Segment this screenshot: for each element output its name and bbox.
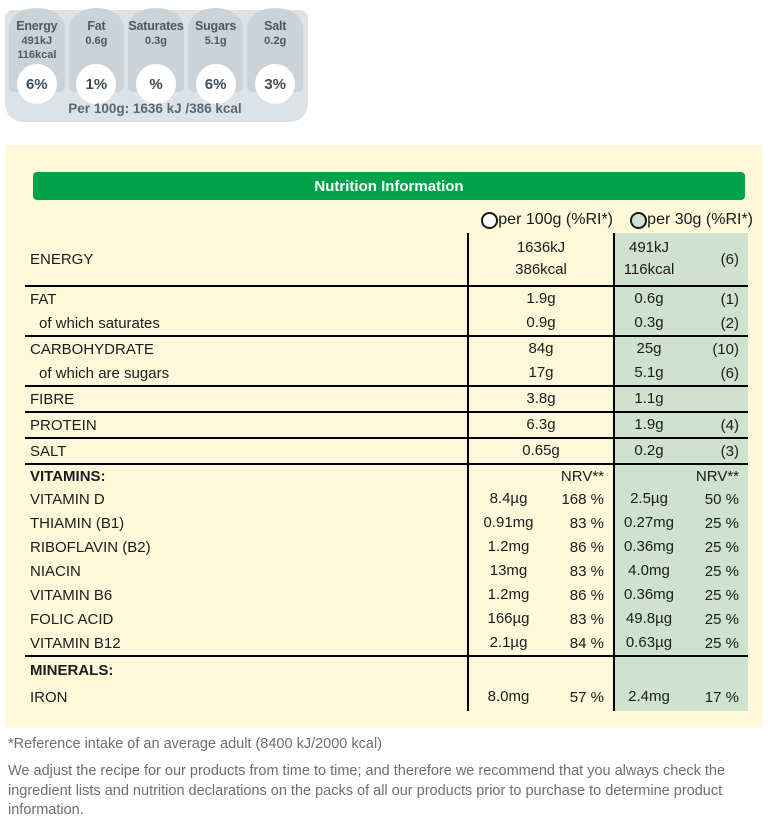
cell-value: 3.8g xyxy=(526,390,556,408)
gda-badge-fat xyxy=(69,8,125,92)
nutrition-panel xyxy=(5,145,763,728)
cell-percent: 25 % xyxy=(704,610,739,628)
row-label: of which saturates xyxy=(39,314,160,332)
per-100g-cell xyxy=(467,511,613,535)
nutrition-title-bar xyxy=(33,172,745,200)
table-row xyxy=(25,233,748,285)
cell-value: 8.4µg xyxy=(489,490,528,508)
per-100g-cell xyxy=(467,683,613,711)
gda-badge-sugars xyxy=(188,8,244,92)
cell-percent: (1) xyxy=(720,290,739,308)
cell-value: 2.1µg xyxy=(489,634,528,652)
cell-value: 8.0mg xyxy=(487,688,530,706)
table-row xyxy=(25,437,748,463)
table-row xyxy=(25,385,748,411)
gda-per-100g-line: Per 100g: 1636 kJ /386 kcal xyxy=(68,101,242,116)
cell-percent: (6) xyxy=(720,250,739,268)
table-row xyxy=(25,463,748,487)
gda-summary-panel xyxy=(0,0,310,122)
per-30g-cell xyxy=(613,657,748,683)
cell-percent: (6) xyxy=(720,364,739,382)
badge-percent-circle: 6% xyxy=(196,64,236,104)
cell-percent: 17 % xyxy=(704,688,739,706)
per-30g-header-label: per 30g (%RI*) xyxy=(647,211,753,228)
per-30g-cell xyxy=(613,535,748,559)
cell-value: 17g xyxy=(528,364,554,382)
table-row xyxy=(25,559,748,583)
cell-value: 49.8µg xyxy=(625,610,673,628)
per-30g-radio-icon[interactable] xyxy=(630,212,647,229)
cell-percent: 25 % xyxy=(704,586,739,604)
cell-value: 166µg xyxy=(487,610,530,628)
cell-value: 1.2mg xyxy=(487,586,530,604)
per-30g-cell xyxy=(613,233,748,285)
cell-value: 0.3g xyxy=(634,314,664,332)
per-100g-cell xyxy=(467,607,613,631)
row-label: PROTEIN xyxy=(30,416,97,434)
nutrition-table xyxy=(25,233,748,711)
per-30g-cell xyxy=(613,511,748,535)
per-100g-cell xyxy=(467,487,613,511)
per-30g-cell xyxy=(613,607,748,631)
row-label: NIACIN xyxy=(30,562,81,580)
row-label: RIBOFLAVIN (B2) xyxy=(30,538,151,556)
row-label: VITAMIN D xyxy=(30,490,105,508)
cell-value: 0.63µg xyxy=(625,634,673,652)
row-label: VITAMIN B6 xyxy=(30,586,113,604)
gda-badges xyxy=(9,8,303,92)
table-row xyxy=(25,335,748,361)
cell-value: 1.2mg xyxy=(487,538,530,556)
per-100g-radio-icon[interactable] xyxy=(481,212,498,229)
cell-value: 0.91mg xyxy=(483,514,534,532)
cell-percent: 84 % xyxy=(569,634,604,652)
per-100g-cell xyxy=(467,387,613,411)
cell-value: 1.9g xyxy=(634,416,664,434)
cell-value: 0.36mg xyxy=(623,538,675,556)
reference-intake-footnote: *Reference intake of an average adult (8400 kJ/2000 kcal) xyxy=(8,736,383,752)
row-label: VITAMIN B12 xyxy=(30,634,121,652)
gda-badge-saturates xyxy=(128,8,184,92)
cell-value: 1.1g xyxy=(634,390,664,408)
per-100g-cell xyxy=(467,361,613,385)
table-row xyxy=(25,607,748,631)
row-label: of which are sugars xyxy=(39,364,170,382)
cell-percent: NRV** xyxy=(695,467,739,485)
table-row xyxy=(25,285,748,311)
per-30g-cell xyxy=(613,311,748,335)
per-30g-cell xyxy=(613,287,748,311)
cell-percent: 50 % xyxy=(704,490,739,508)
row-label: FIBRE xyxy=(30,390,75,408)
cell-value: 1.9g xyxy=(526,290,556,308)
per-100g-cell xyxy=(467,439,613,463)
row-label: THIAMIN (B1) xyxy=(30,514,125,532)
per-100g-cell xyxy=(467,413,613,437)
table-row xyxy=(25,511,748,535)
table-row xyxy=(25,311,748,335)
per-100g-cell xyxy=(467,631,613,655)
per-100g-cell xyxy=(467,657,613,683)
badge-name: Saturates xyxy=(128,19,184,33)
row-label: SALT xyxy=(30,442,67,460)
cell-percent: 83 % xyxy=(569,514,604,532)
row-label: ENERGY xyxy=(30,250,94,268)
per-30g-cell xyxy=(613,683,748,711)
cell-percent: 83 % xyxy=(569,610,604,628)
cell-percent: (2) xyxy=(720,314,739,332)
cell-value: 5.1g xyxy=(634,364,664,382)
badge-percent-circle: % xyxy=(136,64,176,104)
column-headers xyxy=(467,211,753,229)
table-row xyxy=(25,411,748,437)
badge-values: 491kJ 116kcal xyxy=(17,35,57,62)
recipe-disclaimer-text: We adjust the recipe for our products from time to time; and therefore we recommend that you always check the ingredient lists and nutrition declarations on the packs of all our products prior to purchase to determine product information. xyxy=(8,763,726,819)
table-row xyxy=(25,487,748,511)
cell-percent: 86 % xyxy=(569,586,604,604)
cell-percent: 25 % xyxy=(704,538,739,556)
cell-value: 0.65g xyxy=(522,442,560,460)
cell-value: 2.5µg xyxy=(630,490,668,508)
per-100g-cell xyxy=(467,311,613,335)
badge-percent-circle: 6% xyxy=(17,64,57,104)
badge-percent-circle: 1% xyxy=(76,64,116,104)
per-100g-column-header[interactable] xyxy=(467,211,613,229)
per-100g-cell xyxy=(467,233,613,285)
per-100g-cell xyxy=(467,465,613,487)
cell-percent: 57 % xyxy=(569,688,604,706)
row-label: FOLIC ACID xyxy=(30,610,114,628)
badge-values: 0.2g xyxy=(264,35,287,47)
table-row xyxy=(25,361,748,385)
badge-name: Salt xyxy=(264,19,287,33)
badge-name: Sugars xyxy=(194,19,237,33)
per-100g-cell xyxy=(467,287,613,311)
nutrition-title: Nutrition Information xyxy=(314,177,464,195)
per-30g-cell xyxy=(613,337,748,361)
gda-badge-salt xyxy=(247,8,303,92)
per-100g-cell xyxy=(467,583,613,607)
cell-percent: NRV** xyxy=(560,467,604,485)
per-100g-cell xyxy=(467,559,613,583)
per-30g-column-header[interactable] xyxy=(613,211,753,229)
cell-value: 1636kJ 386kcal xyxy=(515,239,567,278)
badge-values: 0.3g xyxy=(144,35,167,47)
cell-percent: (3) xyxy=(720,442,739,460)
cell-value: 0.9g xyxy=(526,314,556,332)
cell-value: 0.27mg xyxy=(623,514,675,532)
cell-value: 2.4mg xyxy=(628,688,670,706)
per-30g-cell xyxy=(613,439,748,463)
row-label: FAT xyxy=(30,290,57,308)
per-30g-cell xyxy=(613,361,748,385)
row-label: IRON xyxy=(30,688,68,706)
cell-value: 0.2g xyxy=(634,442,664,460)
table-row xyxy=(25,583,748,607)
per-100g-header-label: per 100g (%RI*) xyxy=(498,211,613,228)
cell-percent: 25 % xyxy=(704,514,739,532)
per-30g-cell xyxy=(613,583,748,607)
cell-value: 0.36mg xyxy=(623,586,675,604)
gda-badge-energy xyxy=(9,8,65,92)
cell-value: 25g xyxy=(636,340,662,358)
cell-value: 4.0mg xyxy=(628,562,670,580)
cell-value: 6.3g xyxy=(526,416,556,434)
cell-value: 13mg xyxy=(489,562,528,580)
cell-percent: 83 % xyxy=(569,562,604,580)
cell-percent: 86 % xyxy=(569,538,604,556)
badge-name: Fat xyxy=(87,19,106,33)
row-label: MINERALS: xyxy=(30,661,114,679)
badge-values: 5.1g xyxy=(204,35,227,47)
cell-percent: 168 % xyxy=(561,490,604,508)
cell-value: 84g xyxy=(528,340,554,358)
per-100g-cell xyxy=(467,337,613,361)
per-30g-cell xyxy=(613,631,748,655)
per-30g-cell xyxy=(613,387,748,411)
row-label: VITAMINS: xyxy=(30,467,106,485)
cell-percent: (4) xyxy=(720,416,739,434)
cell-percent: 25 % xyxy=(704,634,739,652)
row-label: CARBOHYDRATE xyxy=(30,340,154,358)
table-row xyxy=(25,535,748,559)
badge-values: 0.6g xyxy=(85,35,108,47)
cell-value: 491kJ 116kcal xyxy=(623,239,675,278)
cell-value: 0.6g xyxy=(634,290,664,308)
per-30g-cell xyxy=(613,487,748,511)
table-row xyxy=(25,655,748,683)
per-30g-cell xyxy=(613,413,748,437)
table-row xyxy=(25,683,748,711)
cell-percent: (10) xyxy=(712,340,739,358)
per-100g-cell xyxy=(467,535,613,559)
badge-name: Energy xyxy=(16,19,58,33)
cell-percent: 25 % xyxy=(704,562,739,580)
per-30g-cell xyxy=(613,465,748,487)
badge-percent-circle: 3% xyxy=(255,64,295,104)
per-30g-cell xyxy=(613,559,748,583)
table-row xyxy=(25,631,748,655)
